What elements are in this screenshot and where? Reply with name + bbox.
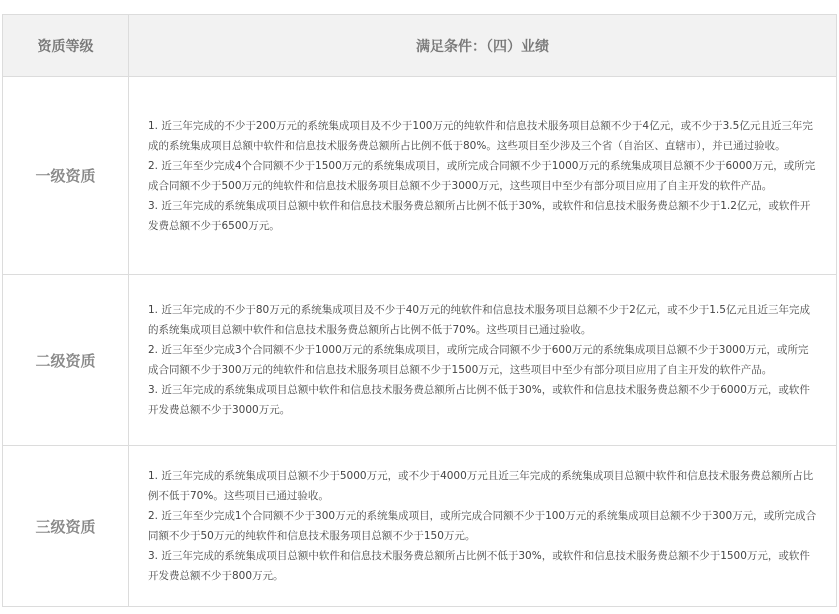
- conditions-cell: [129, 446, 837, 607]
- table-body: [3, 77, 837, 607]
- header-row: [3, 15, 837, 77]
- table-row: [3, 446, 837, 607]
- table-row: [3, 275, 837, 446]
- level-cell: 二级资质: [3, 275, 129, 446]
- conditions-cell: [129, 275, 837, 446]
- table-row: [3, 77, 837, 275]
- header-conditions: 满足条件：（四）业绩: [129, 15, 837, 77]
- condition-item: 2. 近三年至少完成3个合同额不少于1000万元的系统集成项目，或所完成合同额不少于600万元的系统集成项目总额不少于3000万元，或所完成合同额不少于300万元的纯软件和信息技术服务项目总额不少于1500万元，这些项目中至少有部分项目应用了自主开发的软件产品。: [148, 344, 809, 376]
- level-cell: 一级资质: [3, 77, 129, 275]
- condition-item: 2. 近三年至少完成4个合同额不少于1500万元的系统集成项目，或所完成合同额不少于1000万元的系统集成项目总额不少于6000万元，或所完成合同额不少于500万元的纯软件和信息技术服务项目总额不少于3000万元，这些项目中至少有部分项目应用了自主开发的软件产品。: [148, 159, 816, 192]
- condition-item: 3. 近三年完成的系统集成项目总额中软件和信息技术服务费总额所占比例不低于30%，或软件和信息技术服务费总额不少于1.2亿元，或软件开发费总额不少于6500万元。: [148, 199, 811, 232]
- condition-item: 2. 近三年至少完成1个合同额不少于300万元的系统集成项目，或所完成合同额不少于100万元的系统集成项目总额不少于300万元，或所完成合同额不少于50万元的纯软件和信息技术服务项目总额不少于150万元。: [148, 510, 817, 542]
- condition-item: 1. 近三年完成的系统集成项目总额不少于5000万元，或不少于4000万元且近三年完成的系统集成项目总额中软件和信息技术服务费总额所占比例不低于70%。这些项目已通过验收。: [148, 470, 814, 502]
- table-header: [3, 15, 837, 77]
- condition-item: 3. 近三年完成的系统集成项目总额中软件和信息技术服务费总额所占比例不低于30%，或软件和信息技术服务费总额不少于1500万元，或软件开发费总额不少于800万元。: [148, 550, 810, 582]
- header-level: 资质等级: [3, 15, 129, 77]
- condition-item: 3. 近三年完成的系统集成项目总额中软件和信息技术服务费总额所占比例不低于30%，或软件和信息技术服务费总额不少于6000万元，或软件开发费总额不少于3000万元。: [148, 384, 810, 416]
- conditions-cell: [129, 77, 837, 275]
- condition-item: 1. 近三年完成的不少于200万元的系统集成项目及不少于100万元的纯软件和信息技术服务项目总额不少于4亿元，或不少于3.5亿元且近三年完成的系统集成项目总额中软件和信息技术服务费总额所占比例不低于80%。这些项目至少涉及三个省（自治区、直辖市），并已通过验收。: [148, 119, 813, 152]
- level-cell: 三级资质: [3, 446, 129, 607]
- condition-item: 1. 近三年完成的不少于80万元的系统集成项目及不少于40万元的纯软件和信息技术服务项目总额不少于2亿元，或不少于1.5亿元且近三年完成的系统集成项目总额中软件和信息技术服务费总额所占比例不低于70%。这些项目已通过验收。: [148, 304, 810, 336]
- qualification-table: [2, 14, 837, 607]
